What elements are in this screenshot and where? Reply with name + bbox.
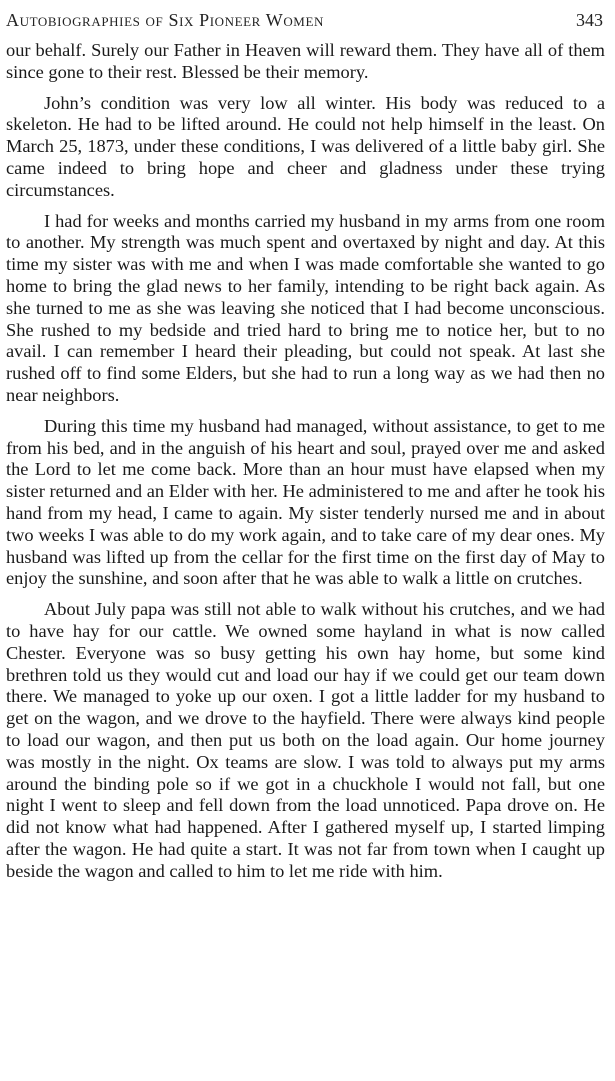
paragraph-2: John’s condition was very low all winter. His body was reduced to a skeleton. He had to be lifted around. He could not help himself in the least. On March 25, 1873, under these conditions, I was delivered of a little baby girl. She came indeed to bring hope and cheer and gladness under these trying circumstances.	[6, 92, 605, 200]
running-head: Autobiographies of Six Pioneer Women	[6, 10, 324, 30]
body-text	[6, 40, 605, 882]
paragraph-4: During this time my husband had managed, without assistance, to get to me from his bed, and in the anguish of his heart and soul, prayed over me and asked the Lord to let me come back. More than an hour must have elapsed when my sister returned and an Elder with her. He administered to me and after he took his hand from my head, I came to again. My sister tenderly nursed me and in about two weeks I was able to do my work again, and to take care of my dear ones. My husband was lifted up from the cellar for the first time on the first day of May to enjoy the sunshine, and soon after that he was able to walk a little on crutches.	[6, 415, 605, 589]
page-number: 343	[576, 10, 603, 30]
paragraph-1: our behalf. Surely our Father in Heaven will reward them. They have all of them since gone to their rest. Blessed be their memory.	[6, 40, 605, 82]
paragraph-3: I had for weeks and months carried my husband in my arms from one room to another. My strength was much spent and overtaxed by night and day. At this time my sister was with me and when I was made comfortable she wanted to go home to bring the glad news to her family, intending to be right back again. As she turned to me as she was leaving she noticed that I had become unconscious. She rushed to my bedside and tried hard to bring me to notice her, but to no avail. I can remember I heard their pleading, but could not speak. At last she rushed off to find some Elders, but she had to run a long way as we had then no near neighbors.	[6, 210, 605, 405]
paragraph-5: About July papa was still not able to walk without his crutches, and we had to have hay for our cattle. We owned some hayland in what is now called Chester. Everyone was so busy getting his own hay home, but some kind brethren told us they would cut and load our hay if we could get our team down there. We managed to yoke up our oxen. I got a little ladder for my husband to get on the wagon, and we drove to the hayfield. There were always kind people to load our wagon, and then put us both on the load again. Our home journey was mostly in the night. Ox teams are slow. I was told to always put my arms around the binding pole so if we got in a chuckhole I would not fall, but one night I went to sleep and fell down from the load unnoticed. Papa drove on. He did not know what had happened. After I gathered myself up, I started limping after the wagon. He had quite a start. It was not far from town when I caught up beside the wagon and called to him to let me ride with him.	[6, 599, 605, 881]
page-header	[6, 10, 605, 40]
